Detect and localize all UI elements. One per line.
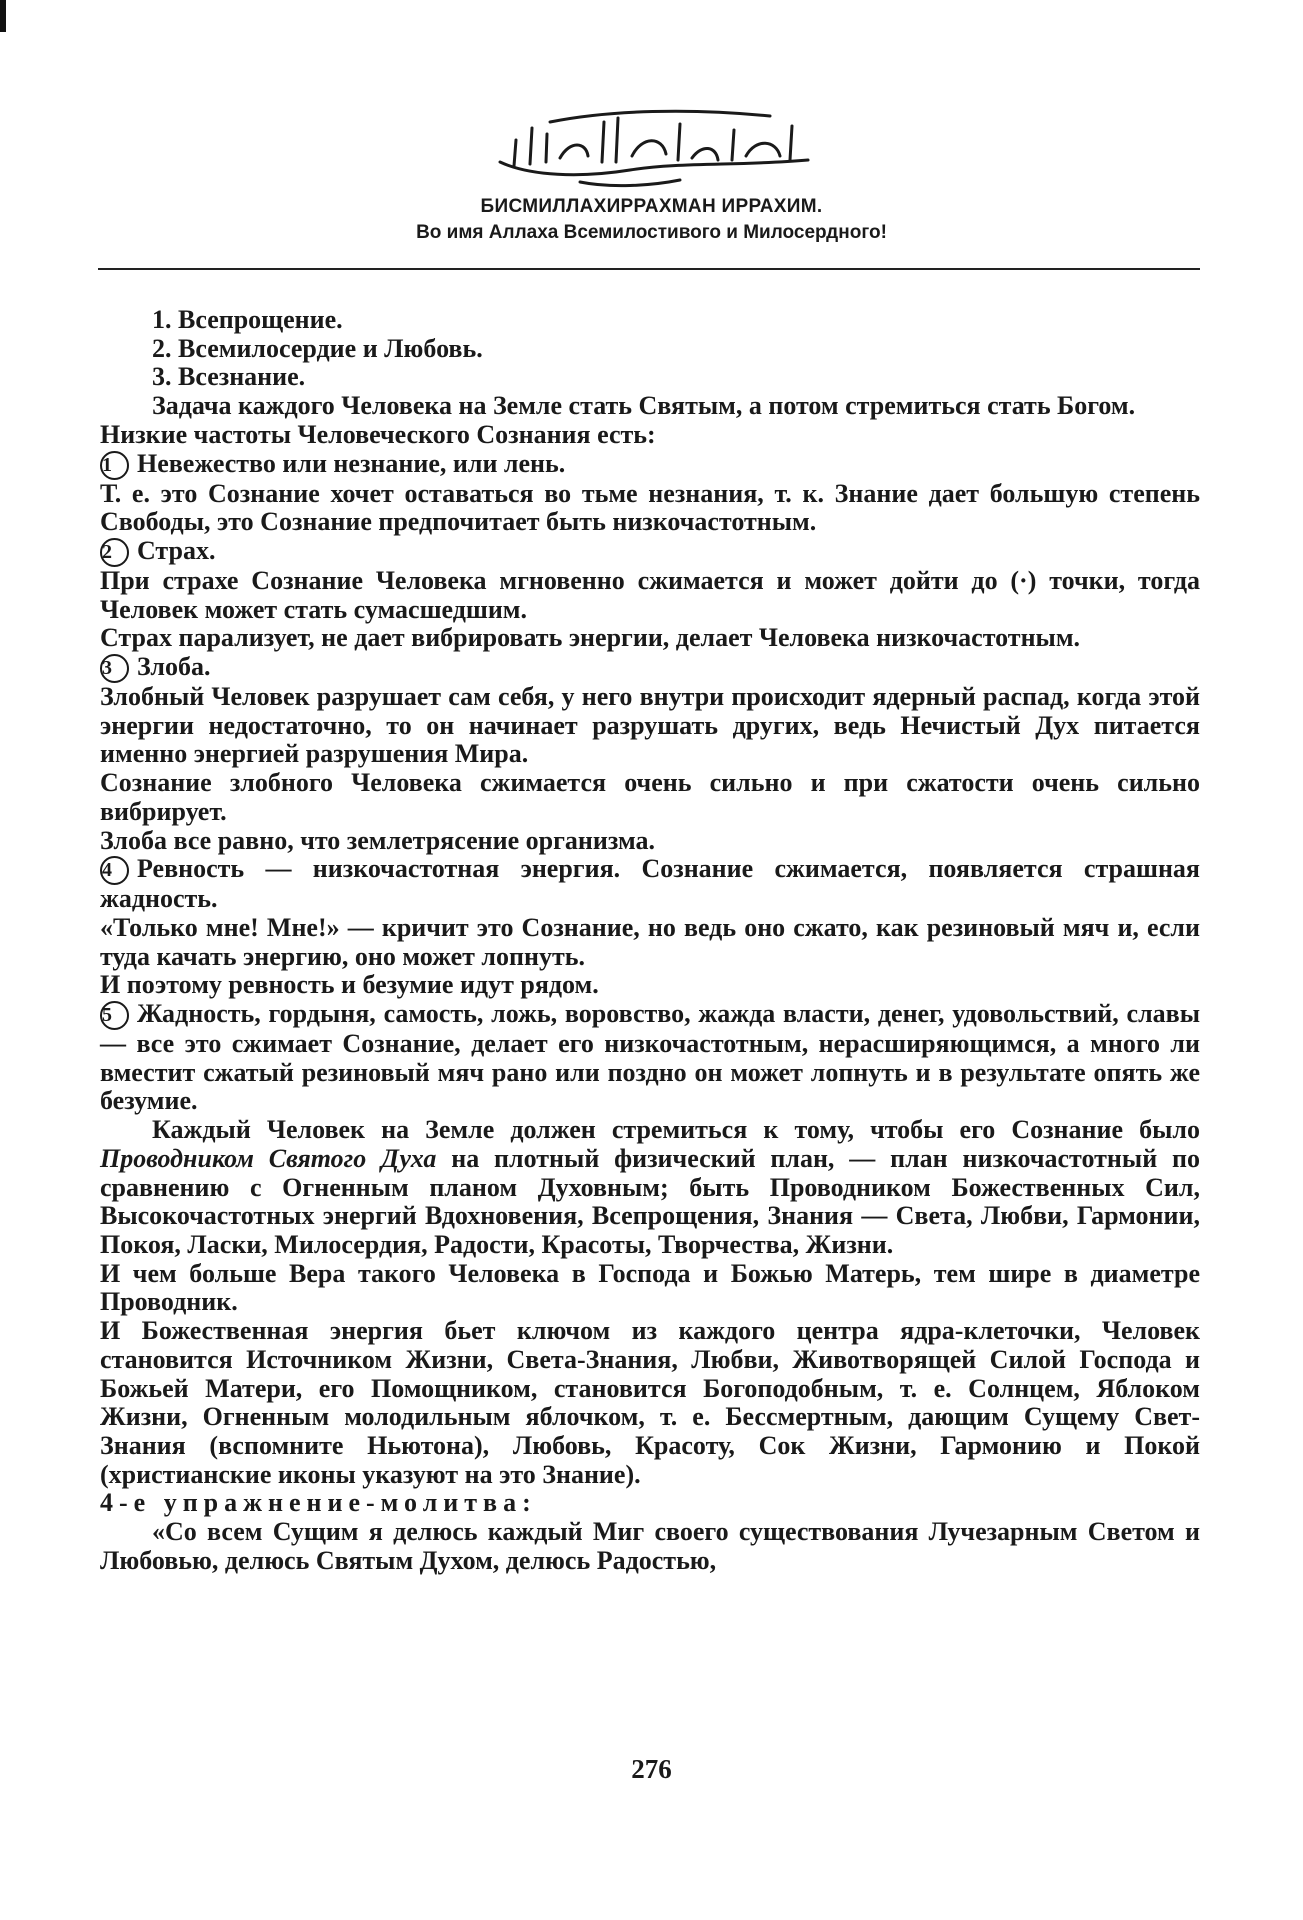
paragraph: Каждый Человек на Земле должен стремиться к тому, чтобы его Сознание было Проводником Святого Духа на плотный физический план, — план низкочастотный по сравнению с Огненным планом Духовным; быть Проводником Божественных Сил, Высокочастотных энергий Вдохновения, Всепрощения, Знания — Света, Любви, Гармонии, Покоя, Ласки, Милосердия, Радости, Красоты, Творчества, Жизни. xyxy=(100,1115,1200,1259)
list-item: 3. Всезнание. xyxy=(152,362,306,392)
circled-number-marker: 5 xyxy=(100,1001,129,1030)
numbered-point-3: 3 Злоба. xyxy=(102,652,211,682)
paragraph: При страхе Сознание Человека мгновенно сжимается и может дойти до (·) точки, тогда Человек может стать сумасшедшим. xyxy=(100,565,1200,624)
paragraph: И Божественная энергия бьет ключом из каждого центра ядра-клеточки, Человек становится Источником Жизни, Света-Знания, Любви, Животворящей Силой Господа и Божьей Матери, его Помощником, становится Богоподобным, т. е. Солнцем, Яблоком Жизни, Огненным молодильным яблочком, т. е. Бессмертным, дающим Сущему Свет-Знания (вспомните Ньютона), Любовь, Красоту, Сок Жизни, Гармонию и Покой (христианские иконы указуют на это Знание). xyxy=(100,1316,1200,1489)
paragraph: Т. е. это Сознание хочет оставаться во тьме незнания, т. к. Знание дает большую степень Свободы, это Сознание предпочитает быть низкочастотным. xyxy=(100,478,1200,537)
paragraph: И чем больше Вера такого Человека в Господа и Божью Матерь, тем шире в диаметре Проводник. xyxy=(100,1258,1200,1317)
page-body xyxy=(100,306,1200,1575)
paragraph: И поэтому ревность и безумие идут рядом. xyxy=(100,970,599,1000)
numbered-point-2: 2 Страх. xyxy=(102,535,216,565)
list-item: 1. Всепрощение. xyxy=(152,305,343,334)
circled-number-marker: 2 xyxy=(100,538,129,567)
header-divider xyxy=(98,268,1200,270)
paragraph: Сознание злобного Человека сжимается очень сильно и при сжатости очень сильно вибрирует. xyxy=(100,768,1200,826)
numbered-point-4: 4 Ревность — низкочастотная энергия. Сознание сжимается, появляется страшная жадность. xyxy=(100,854,1200,914)
emphasized-phrase: Проводником Святого Духа xyxy=(100,1143,437,1173)
paragraph: Страх парализует, не дает вибрировать энергии, делает Человека низкочастотным. xyxy=(100,623,1081,653)
paragraph: Низкие частоты Человеческого Сознания есть: xyxy=(100,419,656,449)
numbered-point-5: 5 Жадность, гордыня, самость, ложь, воровство, жажда власти, денег, удовольствий, славы — все это сжимает Сознание, делает его низкочастотным, нерасширяющимся, а много ли вместит сжатый резиновый мяч рано или поздно он может лопнуть и в результате опять же безумие. xyxy=(100,999,1200,1116)
scan-edge-mark xyxy=(0,0,6,32)
paragraph: Задача каждого Человека на Земле стать Святым, а потом стремиться стать Богом. xyxy=(152,391,1136,421)
paragraph: «Только мне! Мне!» — кричит это Сознание, но ведь оно сжато, как резиновый мяч и, если туда качать энергию, оно может лопнуть. xyxy=(100,912,1200,971)
exercise-heading: 4-е упражнение-молитва: xyxy=(100,1488,537,1518)
page-number: 276 xyxy=(631,1754,672,1784)
prayer-text: «Со всем Сущим я делюсь каждый Миг своего существования Лучезарным Светом и Любовью, делюсь Святым Духом, делюсь Радостью, xyxy=(100,1517,1200,1575)
list-item: 2. Всемилосердие и Любовь. xyxy=(152,333,483,363)
numbered-point-1: 1 Невежество или незнание, или лень. xyxy=(102,448,566,478)
circled-number-marker: 3 xyxy=(100,654,129,683)
circled-number-marker: 4 xyxy=(100,856,129,885)
paragraph: Злобный Человек разрушает сам себя, у него внутри происходит ядерный распад, когда этой энергии недостаточно, то он начинает разрушать других, ведь Нечистый Дух питается именно энергией разрушения Мира. xyxy=(100,682,1200,769)
bismillah-calligraphy xyxy=(490,100,820,190)
paragraph: Злоба все равно, что землетрясение организма. xyxy=(100,825,655,855)
bismillah-transliteration: БИСМИЛЛАХИРРАХМАН ИРРАХИМ. xyxy=(480,196,823,217)
circled-number-marker: 1 xyxy=(100,451,129,480)
bismillah-translation: Во имя Аллаха Всемилостивого и Милосердного! xyxy=(416,222,887,243)
